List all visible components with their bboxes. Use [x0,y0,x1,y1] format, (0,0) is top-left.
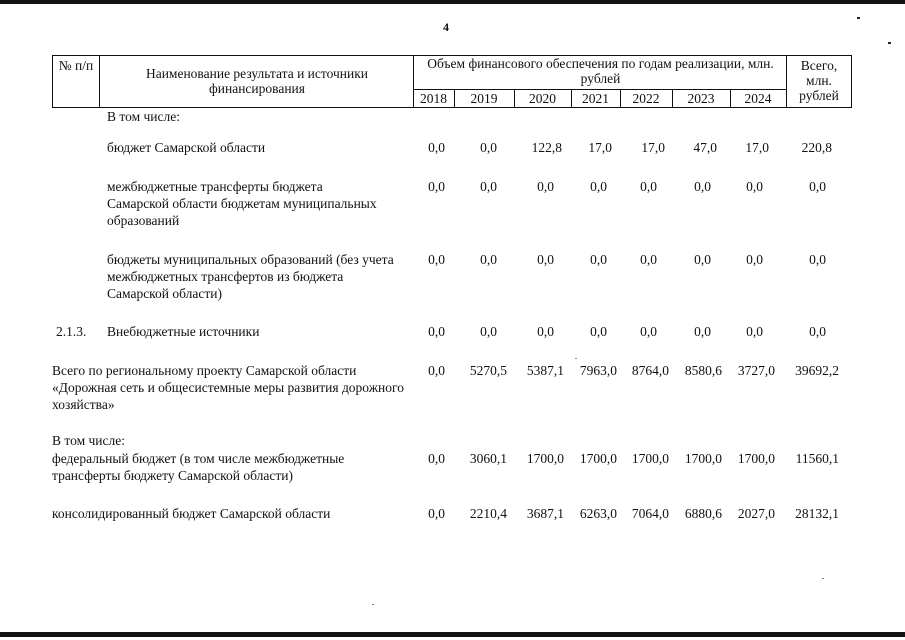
row-label: Внебюджетные источники [107,324,260,339]
cell-value: 6880,6 [684,506,722,521]
cell-value: 0,0 [746,179,763,194]
cell-value: 0,0 [640,324,657,339]
cell-value: 3687,1 [526,506,564,521]
cell-value: 0,0 [694,252,711,267]
cell-value: 11560,1 [795,451,839,466]
cell-value: 2210,4 [469,506,507,521]
cell-value: 17,0 [745,140,769,155]
scan-top-border [0,0,905,4]
cell-value: 28132,1 [795,506,839,521]
row-label: бюджет Самарской области [107,140,266,155]
cell-value: 0,0 [809,324,826,339]
header-name: Наименование результата и источники финансирования [145,66,369,96]
cell-value: 0,0 [480,252,497,267]
cell-value: 0,0 [428,252,445,267]
scan-speck [372,604,374,605]
cell-value: 3727,0 [737,363,775,378]
scan-bottom-border [0,632,905,637]
cell-value: 0,0 [428,179,445,194]
row-number: 2.1.3. [56,324,87,339]
header-year: 2024 [744,91,772,106]
cell-value: 2027,0 [737,506,775,521]
cell-value: 8580,6 [684,363,722,378]
cell-value: 0,0 [480,324,497,339]
cell-value: 0,0 [590,252,607,267]
cell-value: 0,0 [428,324,445,339]
cell-value: 8764,0 [631,363,669,378]
cell-value: 0,0 [694,179,711,194]
header-year: 2023 [687,91,715,106]
scan-speck [822,578,824,579]
header-num: № п/п [58,58,94,73]
row-label: межбюджетные трансферты бюджета Самарской области бюджетам муниципальных образований [107,179,377,228]
header-year: 2020 [529,91,556,106]
header-year: 2018 [420,91,447,106]
cell-value: 1700,0 [684,451,722,466]
cell-value: 0,0 [640,252,657,267]
cell-value: 1700,0 [579,451,617,466]
cell-value: 122,8 [531,140,562,155]
header-year: 2021 [582,91,609,106]
cell-value: 0,0 [428,451,445,466]
cell-value: 0,0 [590,324,607,339]
cell-value: 0,0 [428,363,445,378]
cell-value: 0,0 [640,179,657,194]
cell-value: 0,0 [480,179,497,194]
cell-value: 1700,0 [526,451,564,466]
cell-value: 39692,2 [795,363,839,378]
header-year: 2022 [632,91,660,106]
cell-value: 220,8 [801,140,832,155]
cell-value: 1700,0 [631,451,669,466]
cell-value: 0,0 [428,140,445,155]
cell-value: 5270,5 [469,363,507,378]
cell-value: 0,0 [809,252,826,267]
cell-value: 0,0 [428,506,445,521]
row-label: бюджеты муниципальных образований (без учета межбюджетных трансфертов из бюджета Самарской области) [107,252,394,301]
cell-value: 0,0 [746,324,763,339]
cell-value: 0,0 [746,252,763,267]
row-label: В том числе: [107,109,180,124]
header-total: Всего, млн. рублей [799,58,839,103]
cell-value: 0,0 [537,252,554,267]
row-label: консолидированный бюджет Самарской области [52,506,331,521]
cell-value: 47,0 [693,140,717,155]
cell-value: 3060,1 [469,451,507,466]
page-number: 4 [443,20,449,34]
header-volume: Объем финансового обеспечения по годам реализации, млн. рублей [427,56,774,86]
cell-value: 17,0 [588,140,612,155]
scan-speck [575,358,577,359]
scan-mark [888,42,891,44]
row-label: Всего по региональному проекту Самарской области «Дорожная сеть и общесистемные меры развития дорожного хозяйства» [52,363,404,412]
cell-value: 5387,1 [526,363,564,378]
cell-value: 0,0 [590,179,607,194]
scan-mark [857,17,860,19]
cell-value: 0,0 [480,140,497,155]
row-label: В том числе: [52,433,125,448]
cell-value: 0,0 [809,179,826,194]
cell-value: 6263,0 [579,506,617,521]
header-year: 2019 [470,91,498,106]
cell-value: 7064,0 [631,506,669,521]
table-header [52,55,852,108]
cell-value: 7963,0 [579,363,617,378]
cell-value: 0,0 [537,179,554,194]
row-label: федеральный бюджет (в том числе межбюджетные трансферты бюджету Самарской области) [52,451,345,483]
cell-value: 17,0 [641,140,665,155]
cell-value: 0,0 [537,324,554,339]
cell-value: 1700,0 [737,451,775,466]
cell-value: 0,0 [694,324,711,339]
